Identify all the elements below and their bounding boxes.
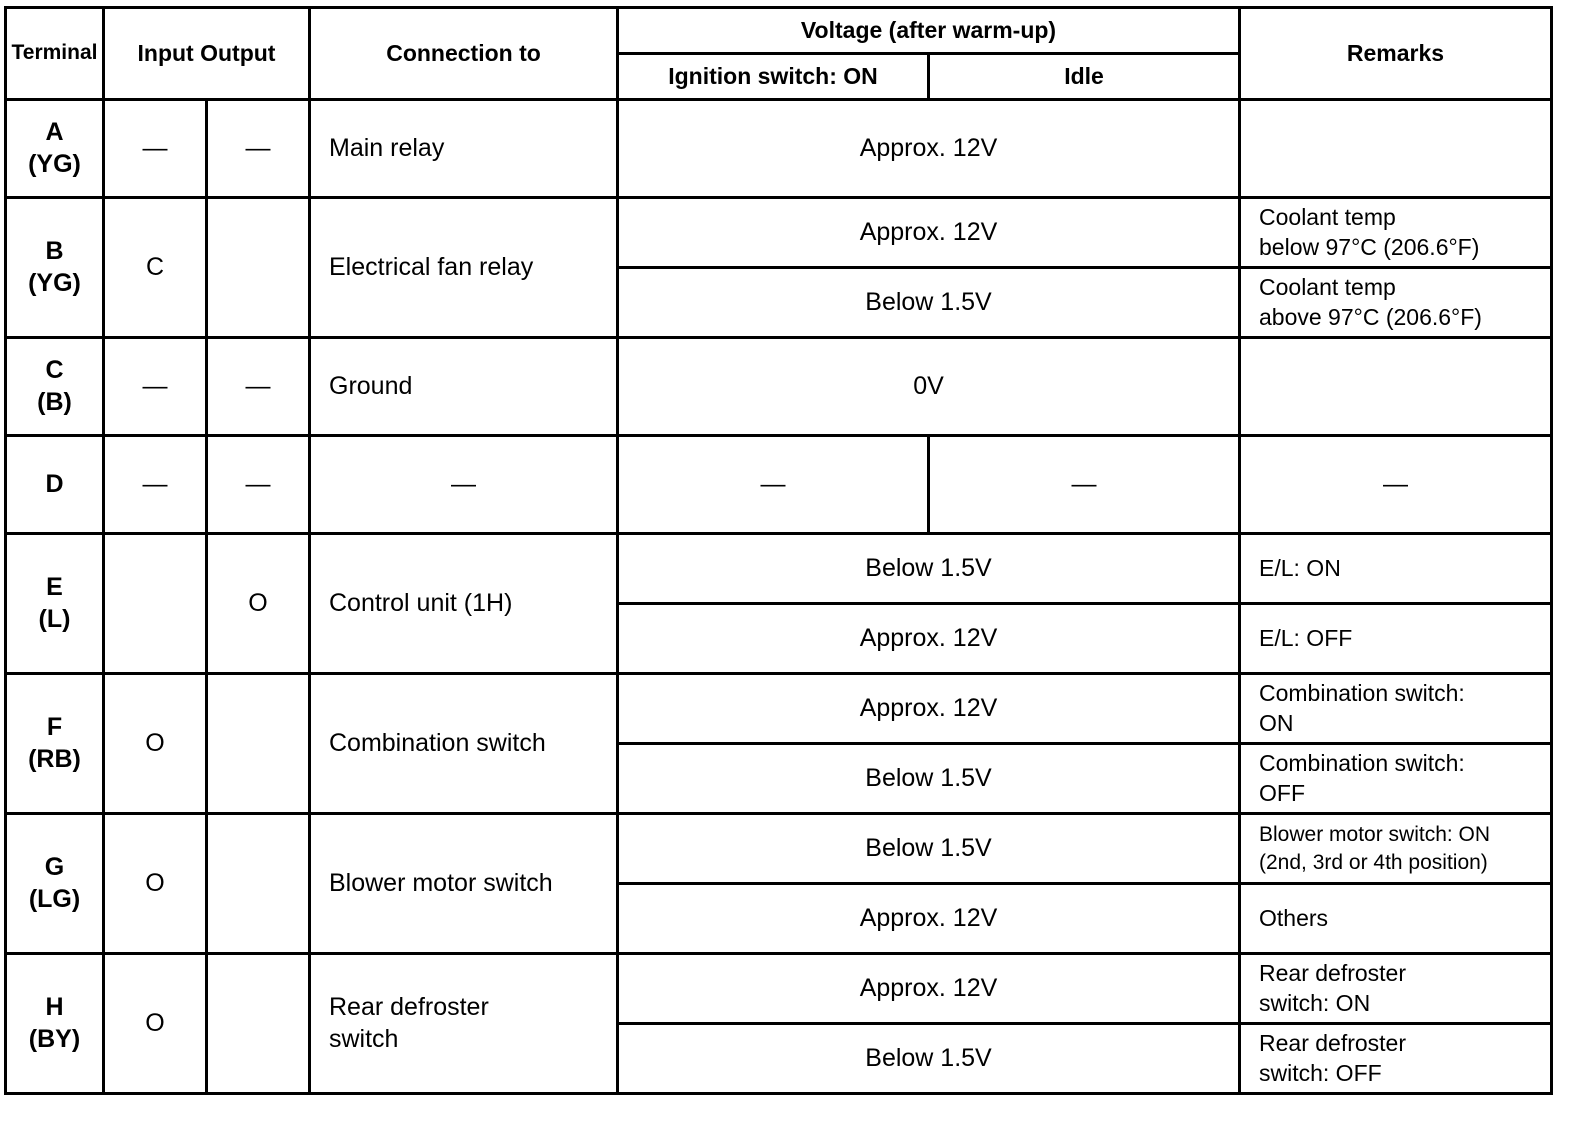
terminal-spec-table-wrapper — [4, 6, 1553, 1095]
terminal-letter: G — [44, 853, 65, 882]
remarks-b-2 — [1240, 268, 1552, 338]
connection-c: Ground — [310, 338, 618, 436]
terminal-letter: H — [45, 993, 64, 1022]
voltage-d-idle: — — [929, 436, 1240, 534]
terminal-b — [6, 198, 104, 338]
output-c: — — [207, 338, 310, 436]
input-e — [104, 534, 207, 674]
voltage-d-ign-on: — — [618, 436, 929, 534]
voltage-g-1: Below 1.5V — [618, 814, 1240, 884]
remark-line: ON — [1259, 709, 1294, 736]
connection-line: switch — [329, 1024, 399, 1053]
terminal-letter: C — [45, 356, 64, 385]
wire-color: (L) — [38, 604, 71, 633]
input-d: — — [104, 436, 207, 534]
input-b: C — [104, 198, 207, 338]
remarks-f-1 — [1240, 674, 1552, 744]
remark-line: below 97°C (206.6°F) — [1259, 233, 1480, 260]
remark-line: Combination switch: — [1259, 749, 1465, 776]
connection-e: Control unit (1H) — [310, 534, 618, 674]
terminal-letter: E — [46, 573, 63, 602]
voltage-e-1: Below 1.5V — [618, 534, 1240, 604]
table-row-h-1 — [6, 954, 1552, 1024]
remark-line: switch: OFF — [1259, 1059, 1382, 1086]
connection-d: — — [310, 436, 618, 534]
connection-b: Electrical fan relay — [310, 198, 618, 338]
voltage-e-2: Approx. 12V — [618, 604, 1240, 674]
remarks-h-2 — [1240, 1024, 1552, 1094]
terminal-letter: B — [45, 237, 64, 266]
input-c: — — [104, 338, 207, 436]
input-g: O — [104, 814, 207, 954]
terminal-d — [6, 436, 104, 534]
remark-line: (2nd, 3rd or 4th position) — [1259, 850, 1488, 874]
terminal-voltage-table — [4, 6, 1553, 1095]
connection-g: Blower motor switch — [310, 814, 618, 954]
connection-line: Rear defroster — [329, 993, 489, 1022]
connection-a: Main relay — [310, 100, 618, 198]
remark-line: above 97°C (206.6°F) — [1259, 303, 1482, 330]
remarks-e-2: E/L: OFF — [1240, 604, 1552, 674]
remarks-g-2: Others — [1240, 884, 1552, 954]
terminal-a — [6, 100, 104, 198]
remarks-f-2 — [1240, 744, 1552, 814]
connection-h — [310, 954, 618, 1094]
wire-color: (BY) — [28, 1024, 81, 1053]
voltage-f-1: Approx. 12V — [618, 674, 1240, 744]
header-voltage: Voltage (after warm-up) — [618, 8, 1240, 54]
voltage-a: Approx. 12V — [618, 100, 1240, 198]
remarks-b-1 — [1240, 198, 1552, 268]
output-a: — — [207, 100, 310, 198]
voltage-g-2: Approx. 12V — [618, 884, 1240, 954]
remark-line: Coolant temp — [1259, 273, 1396, 300]
remarks-a — [1240, 100, 1552, 198]
voltage-h-1: Approx. 12V — [618, 954, 1240, 1024]
remark-line: Rear defroster — [1259, 1029, 1407, 1056]
wire-color: (LG) — [28, 884, 81, 913]
table-row-b-1 — [6, 198, 1552, 268]
table-row-e-1 — [6, 534, 1552, 604]
table-row-g-1 — [6, 814, 1552, 884]
remark-line: Rear defroster — [1259, 959, 1407, 986]
remarks-c — [1240, 338, 1552, 436]
remark-line: Blower motor switch: ON — [1259, 823, 1491, 847]
voltage-b-1: Approx. 12V — [618, 198, 1240, 268]
voltage-b-2: Below 1.5V — [618, 268, 1240, 338]
input-f: O — [104, 674, 207, 814]
output-d: — — [207, 436, 310, 534]
output-f — [207, 674, 310, 814]
voltage-f-2: Below 1.5V — [618, 744, 1240, 814]
wire-color: (YG) — [28, 149, 81, 178]
terminal-letter: D — [45, 469, 64, 498]
terminal-c — [6, 338, 104, 436]
remark-line: switch: ON — [1259, 989, 1371, 1016]
remark-line: Combination switch: — [1259, 679, 1465, 706]
wire-color: (YG) — [28, 268, 81, 297]
terminal-letter: A — [45, 118, 64, 147]
remarks-e-1: E/L: ON — [1240, 534, 1552, 604]
table-row-d — [6, 436, 1552, 534]
input-h: O — [104, 954, 207, 1094]
table-row-a — [6, 100, 1552, 198]
remarks-g-1 — [1240, 814, 1552, 884]
header-idle: Idle — [929, 54, 1240, 100]
voltage-c: 0V — [618, 338, 1240, 436]
output-g — [207, 814, 310, 954]
terminal-f — [6, 674, 104, 814]
wire-color: (RB) — [28, 744, 81, 773]
header-input-output: Input Output — [104, 8, 310, 100]
terminal-e — [6, 534, 104, 674]
header-ignition-on: Ignition switch: ON — [618, 54, 929, 100]
input-a: — — [104, 100, 207, 198]
voltage-h-2: Below 1.5V — [618, 1024, 1240, 1094]
output-b — [207, 198, 310, 338]
remark-line: OFF — [1259, 779, 1305, 806]
header-connection-to: Connection to — [310, 8, 618, 100]
header-remarks: Remarks — [1240, 8, 1552, 100]
output-e: O — [207, 534, 310, 674]
table-row-c — [6, 338, 1552, 436]
table-row-f-1 — [6, 674, 1552, 744]
terminal-h — [6, 954, 104, 1094]
remarks-h-1 — [1240, 954, 1552, 1024]
remark-line: Coolant temp — [1259, 203, 1396, 230]
output-h — [207, 954, 310, 1094]
terminal-g — [6, 814, 104, 954]
wire-color: (B) — [37, 387, 72, 416]
header-terminal: Terminal — [6, 8, 104, 100]
terminal-letter: F — [46, 713, 63, 742]
connection-f: Combination switch — [310, 674, 618, 814]
remarks-d: — — [1240, 436, 1552, 534]
